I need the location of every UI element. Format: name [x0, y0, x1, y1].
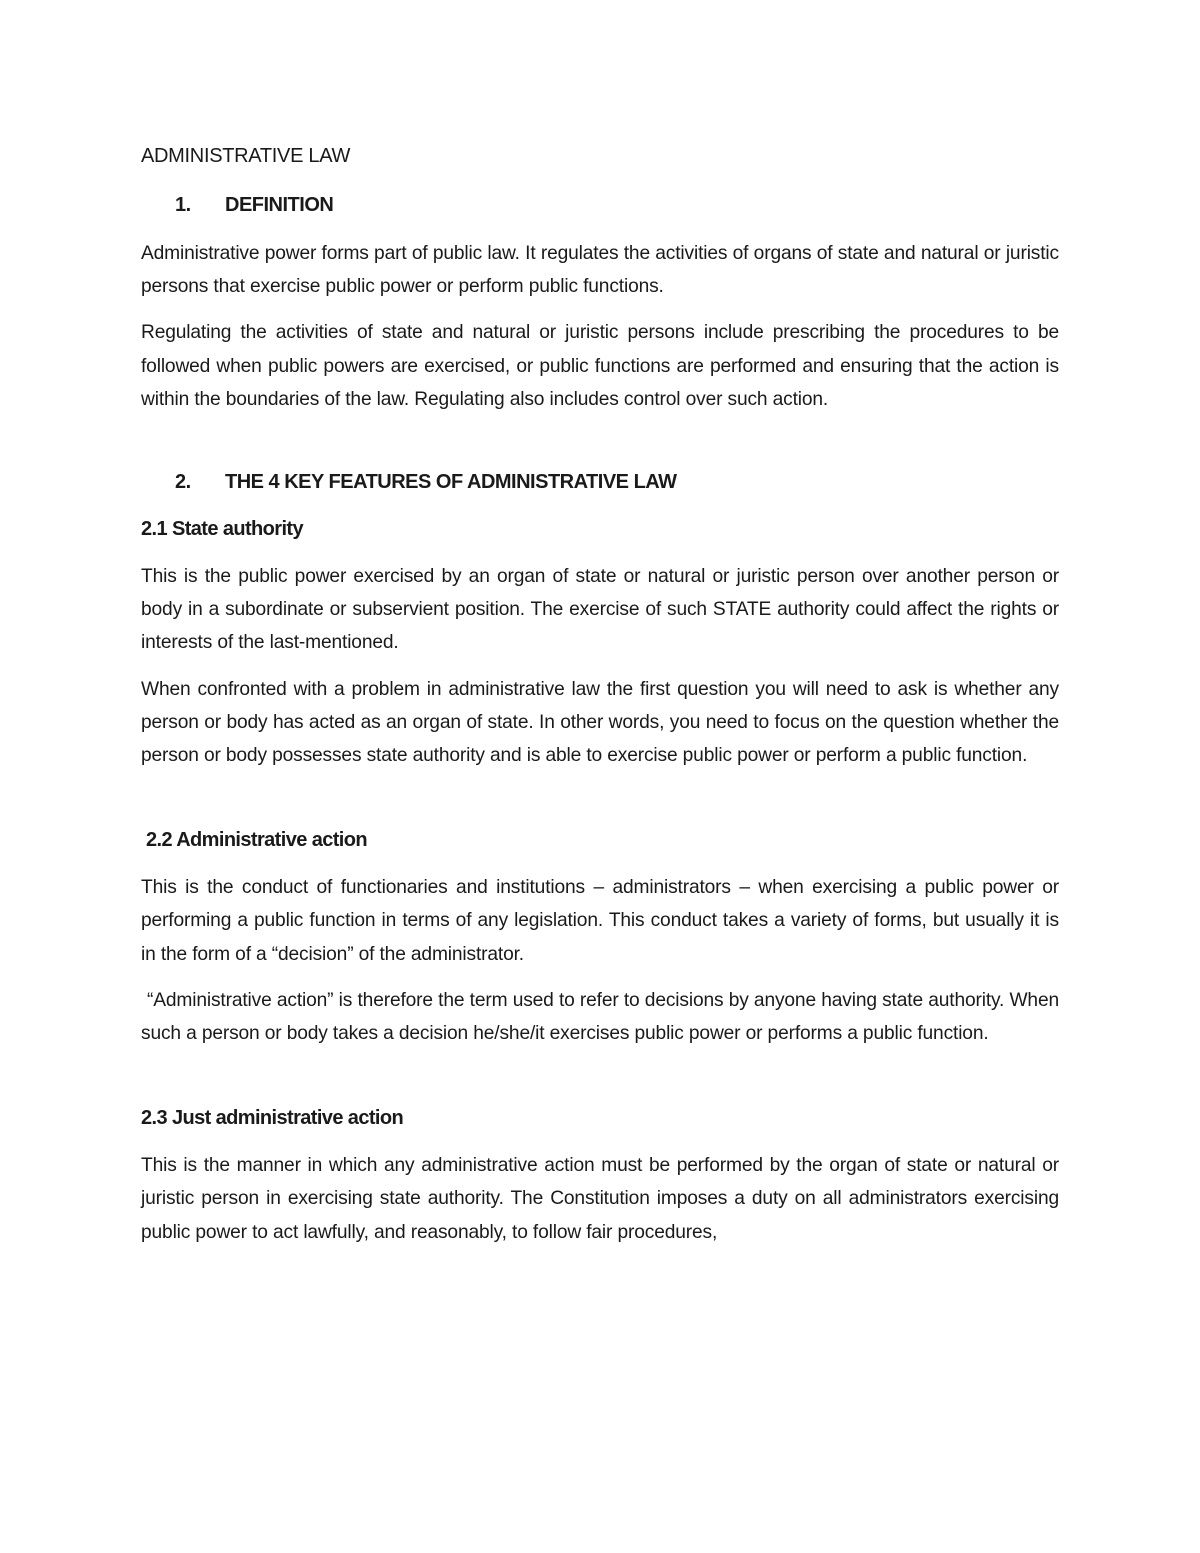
subsection-2-1-paragraph-1: This is the public power exercised by an organ of state or natural or juristic person over another person or body in a subordinate or subservient position. The exercise of such STATE authority could affect the rights or interests of the last-mentioned. [141, 566, 1059, 654]
subsection-2-1-heading: 2.1 State authority [141, 518, 303, 541]
subsection-2-2-paragraph-1: This is the conduct of functionaries and institutions – administrators – when exercising a public power or performing a public function in terms of any legislation. This conduct takes a variety of forms, but usually it is in the form of a “decision” of the administrator. [141, 877, 1059, 965]
section-1-paragraph-1: Administrative power forms part of public law. It regulates the activities of organs of state and natural or juristic persons that exercise public power or perform public functions. [141, 243, 1059, 298]
section-2-number: 2. [175, 471, 191, 494]
section-2-title: THE 4 KEY FEATURES OF ADMINISTRATIVE LAW [225, 471, 677, 494]
subsection-2-3-paragraph-1: This is the manner in which any administrative action must be performed by the organ of state or natural or juristic person in exercising state authority. The Constitution imposes a duty on all administrators exercising public power to act lawfully, and reasonably, to follow fair procedures, [141, 1155, 1059, 1243]
spacer [141, 785, 1059, 825]
subsection-2-2-heading: 2.2 Administrative action [146, 829, 367, 852]
subsection-2-1-paragraph-2: When confronted with a problem in administrative law the first question you will need to ask is whether any person or body has acted as an organ of state. In other words, you need to focus on the question whether the person or body possesses state authority and is able to exercise public power or perform a public function. [141, 678, 1059, 767]
spacer [141, 429, 1059, 467]
section-1-number: 1. [175, 194, 191, 216]
spacer [141, 1063, 1059, 1103]
section-1-heading [141, 190, 1059, 220]
subsection-2-2-paragraph-2: “Administrative action” is therefore the term used to refer to decisions by anyone having state authority. When such a person or body takes a decision he/she/it exercises public power or performs a public function. [141, 989, 1059, 1045]
document-body [141, 141, 1059, 1262]
document-title: ADMINISTRATIVE LAW [141, 145, 351, 167]
section-2-heading [141, 467, 1059, 497]
section-1-paragraph-2: Regulating the activities of state and natural or juristic persons include prescribing the procedures to be followed when public powers are exercised, or public functions are performed and ensuring that the action is within the boundaries of the law. Regulating also includes control over such action. [141, 322, 1059, 410]
section-1-title: DEFINITION [225, 194, 334, 216]
subsection-2-3-heading: 2.3 Just administrative action [141, 1107, 404, 1130]
